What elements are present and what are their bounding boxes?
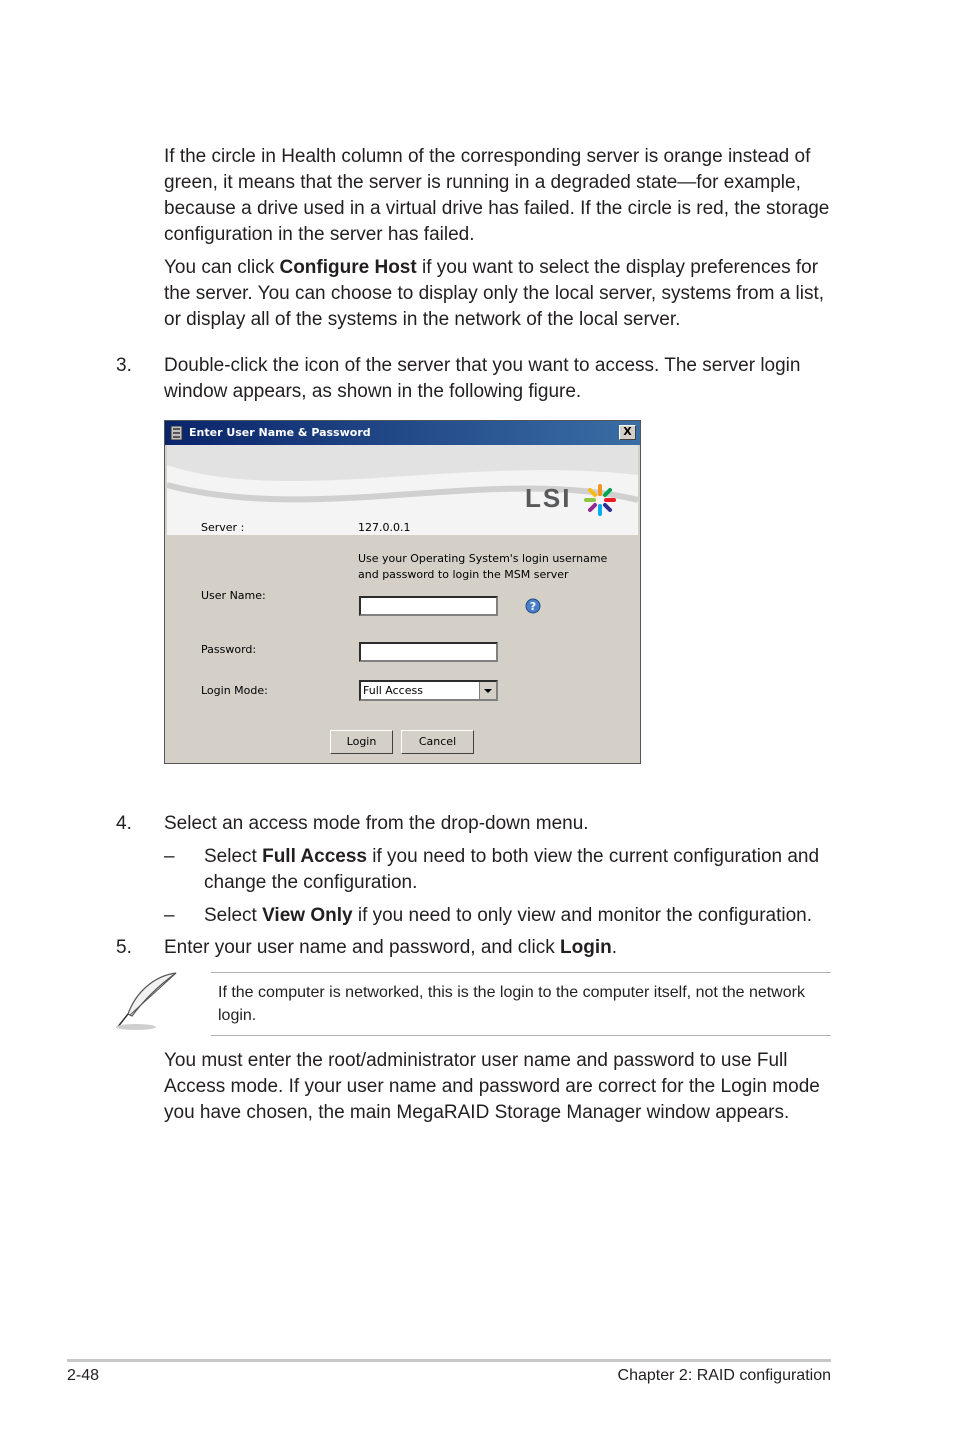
configure-host-emphasis: Configure Host [279, 257, 417, 278]
note-top-rule [211, 972, 831, 973]
dialog-title: Enter User Name & Password [189, 426, 371, 439]
text-fragment: if you need to only view and monitor the configuration. [352, 905, 813, 926]
full-access-emphasis: Full Access [262, 846, 367, 867]
login-dialog [164, 420, 641, 764]
text-fragment: Enter your user name and password, and click [164, 937, 561, 958]
server-value: 127.0.0.1 [358, 521, 411, 534]
step-number-3: 3. [116, 355, 132, 376]
note-feather-icon [114, 970, 180, 1032]
view-only-emphasis: View Only [262, 905, 353, 926]
bullet-dash: – [164, 846, 175, 867]
step-number-5: 5. [116, 937, 132, 958]
dialog-titlebar [165, 421, 640, 445]
step-4-text: Select an access mode from the drop-down menu. [164, 813, 589, 834]
cancel-button[interactable]: Cancel [401, 730, 474, 754]
login-info-line-1: Use your Operating System's login username [358, 552, 608, 565]
lsi-logo-text: LSI [525, 483, 572, 513]
text-fragment: You can click [164, 257, 280, 278]
step-5-text [164, 935, 834, 961]
note-text: If the computer is networked, this is the login to the computer itself, not the network login. [218, 984, 805, 1024]
closing-paragraph: You must enter the root/administrator user name and password to use Full Access mode. If your user name and password are correct for the Login mode you have chosen, the main MegaRAID Storage Manager window appears. [164, 1050, 820, 1123]
login-mode-select[interactable] [359, 680, 498, 701]
text-fragment: if you want to select the display preferences for the server. You can choose to display only the local server, systems from a list, or display all of the systems in the network of the local server. [164, 257, 825, 330]
close-button[interactable]: X [619, 425, 636, 440]
note-bottom-rule [211, 1035, 831, 1036]
login-mode-value: Full Access [363, 684, 423, 697]
dropdown-arrow-icon[interactable] [479, 682, 496, 699]
option-full-access [204, 844, 844, 896]
text-fragment: Select [204, 846, 263, 867]
server-icon [170, 426, 183, 440]
lsi-logo-star-icon [583, 483, 617, 517]
text-fragment: if you need to both view the current configuration and change the configuration. [204, 846, 820, 893]
username-input[interactable] [359, 596, 498, 616]
page-number: 2-48 [67, 1367, 100, 1384]
bullet-dash: – [164, 905, 175, 926]
text-fragment: Select [204, 905, 263, 926]
option-view-only [204, 903, 844, 929]
username-label: User Name: [201, 589, 266, 602]
chapter-title: Chapter 2: RAID configuration [617, 1367, 831, 1384]
login-button[interactable]: Login [330, 730, 393, 754]
step-number-4: 4. [116, 813, 132, 834]
login-emphasis: Login [560, 937, 612, 958]
svg-text:?: ? [529, 600, 537, 613]
login-mode-label: Login Mode: [201, 684, 268, 697]
server-label: Server : [201, 521, 245, 534]
footer-rule [67, 1359, 831, 1362]
help-icon[interactable] [525, 598, 541, 614]
intro-paragraph-health: If the circle in Health column of the corresponding server is orange instead of green, it means that the server is running in a degraded state—for example, because a drive used in a virtual drive has failed. If the circle is red, the storage configuration in the server has failed. [164, 146, 830, 245]
step-3-text: Double-click the icon of the server that you want to access. The server login window appears, as shown in the following figure. [164, 355, 801, 402]
intro-paragraph-configure-host [164, 255, 834, 333]
password-input[interactable] [359, 642, 498, 662]
text-fragment: . [611, 937, 618, 958]
login-info-line-2: and password to login the MSM server [358, 568, 569, 581]
password-label: Password: [201, 643, 257, 656]
